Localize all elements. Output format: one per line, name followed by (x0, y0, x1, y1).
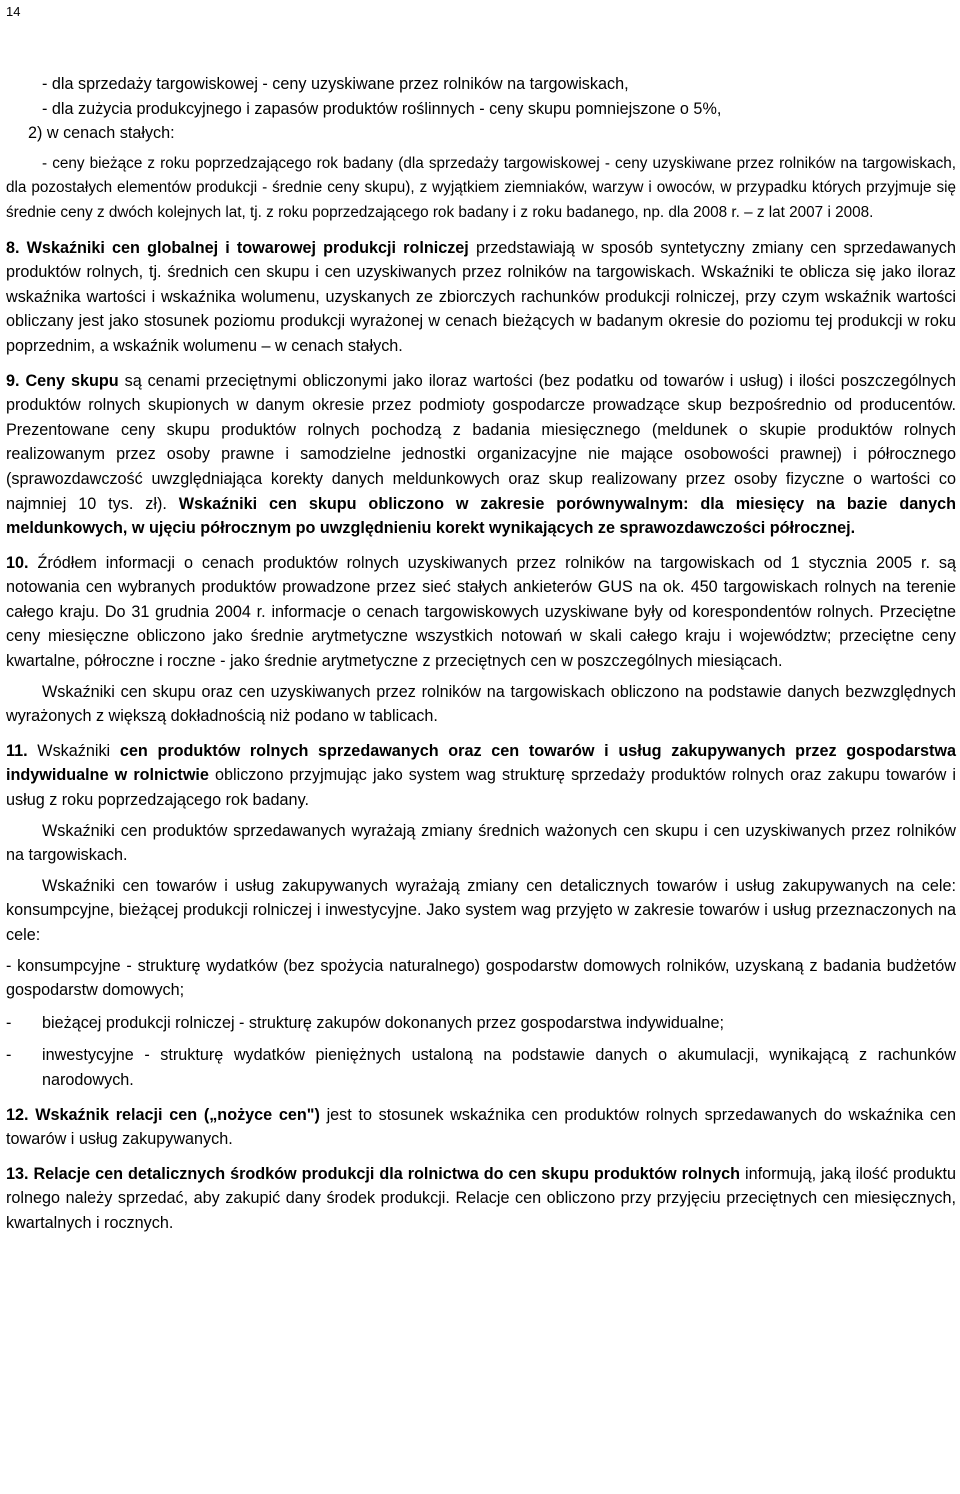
section-9-text: są cenami przeciętnymi obliczonymi jako iloraz wartości (bez podatku od towarów i usług) i ilości poszczególnych produktów rolnych skupionych w danym okresie przez podmioty gospodarcze prowadzące skup bezpośrednio od producentów. Prezentowane ceny skupu produktów rolnych pochodzą z badania miesięcznego (meldunek o skupie produktów rolnych realizowanym przez osoby prawne i samodzielne jednostki organizacyjne nie mające osobowości prawnej) i półrocznego (sprawozdawczość uwzględniająca korekty danych meldunkowych oraz skup realizowany przez osoby fizyczne o wartości co najmniej 10 tys. zł). (6, 371, 956, 513)
section-10 (6, 551, 956, 674)
section-11-item-consumption: - konsumpcyjne - strukturę wydatków (bez spożycia naturalnego) gospodarstw domowych rolników, uzyskaną z badania budżetów gospodarstw domowych; (6, 956, 956, 1000)
section-8 (6, 236, 956, 359)
section-11-text: obliczono przyjmując jako system wag strukturę sprzedaży produktów rolnych oraz zakupu towarów i usług z roku poprzedzającego rok badany. (6, 766, 956, 810)
section-11-item-investment (6, 1043, 956, 1092)
section-12 (6, 1103, 956, 1152)
section-12-text: jest to stosunek wskaźnika cen produktów rolnych sprzedawanych do wskaźnika cen towarów i usług zakupywanych. (6, 1105, 957, 1149)
section-11-item-production-text: bieżącej produkcji rolniczej - strukturę zakupów dokonanych przez gospodarstwa indywidualne; (42, 1013, 725, 1032)
section-10-text: Źródłem informacji o cenach produktów rolnych uzyskiwanych przez rolników na targowiskach od 1 stycznia 2005 r. są notowania cen wybranych produktów prowadzone przez sieć stałych ankieterów GUS na ok. 450 targowiskach rolnych na terenie całego kraju. Do 31 grudnia 2004 r. informacje o cenach targowiskowych uzyskiwane były od korespondentów rolnych. Przeciętne ceny miesięczne obliczono jako średnie arytmetyczne wszystkich notowań w skali całego kraju i województw; przeciętne ceny kwartalne, półroczne i roczne - jako średnie arytmetyczne z przeciętnych cen w poszczególnych miesiącach. (6, 553, 956, 671)
document-body (6, 72, 956, 1236)
section-11-pre: Wskaźniki (27, 741, 120, 760)
section-9-number: 9. (6, 371, 20, 390)
section-11-term: cen produktów rolnych sprzedawanych oraz cen towarów i usług zakupywanych przez gospodarstwa indywidualne w rolnictwie (6, 741, 956, 785)
section-11-paragraph-2: Wskaźniki cen produktów sprzedawanych wyrażają zmiany średnich ważonych cen skupu i cen uzyskiwanych przez rolników na targowiskach. (6, 821, 956, 865)
section-11-paragraph-3: Wskaźniki cen towarów i usług zakupywanych wyrażają zmiany cen detalicznych towarów i usług zakupywanych na cele: konsumpcyjne, bieżącej produkcji rolniczej i inwestycyjne. Jako system wag przyjęto w zakresie towarów i usług przeznaczonych na cele: (6, 876, 956, 944)
section-12-term: Wskaźnik relacji cen („nożyce cen") (35, 1105, 320, 1124)
section-8-text: przedstawiają w sposób syntetyczny zmiany cen sprzedawanych produktów rolnych, tj. średnich cen skupu i cen uzyskiwanych przez rolników na targowiskach. Wskaźniki te oblicza się jako iloraz wskaźnika wartości i wskaźnika wolumenu, uzyskanych ze zbiorczych rachunków produkcji rolniczej, przy czym wskaźnik wartości obliczany jest jako stosunek poziomu produkcji wyrażonej w cenach bieżących w badanym okresie do poziomu tej produkcji w roku poprzednim, a wskaźnik wolumenu – w cenach stałych. (6, 238, 956, 355)
paragraph-market-sales: - dla sprzedaży targowiskowej - ceny uzyskiwane przez rolników na targowiskach, (42, 75, 629, 93)
section-11-number: 11. (6, 741, 28, 760)
section-10-number: 10. (6, 553, 29, 572)
section-10-paragraph-2: Wskaźniki cen skupu oraz cen uzyskiwanych przez rolników na targowiskach obliczono na podstawie danych bezwzględnych wyrażonych z większą dokładnością niż podano w tablicach. (6, 682, 956, 726)
page-number: 14 (6, 4, 21, 19)
list-dash: - (6, 1046, 12, 1065)
paragraph-constant-prices: - ceny bieżące z roku poprzedzającego rok badany (dla sprzedaży targowiskowej - ceny uzyskiwane przez rolników na targowiskach, dla pozostałych elementów produkcji - średnie ceny skupu), z wyjątkiem ziemniaków, warzyw i owoców, w przypadku których przyjmuje się średnie ceny z dwóch kolejnych lat, tj. z roku poprzedzającego rok badany i z roku badanego, np. dla 2008 r. – z lat 2007 i 2008. (6, 154, 956, 221)
list-dash: - (6, 1013, 12, 1032)
section-13 (6, 1162, 956, 1236)
section-12-number: 12. (6, 1105, 29, 1124)
section-13-text: informują, jaką ilość produktu rolnego należy sprzedać, aby zakupić dany środek produkcji. Relacje cen obliczono przy przyjęciu przeciętnych cen miesięcznych, kwartalnych i rocznych. (6, 1164, 956, 1232)
section-11 (6, 739, 956, 813)
section-9-term: Ceny skupu (25, 371, 119, 390)
section-11-item-production (6, 1011, 956, 1036)
paragraph-constant-prices-heading: 2) w cenach stałych: (28, 124, 175, 143)
section-9 (6, 369, 956, 541)
section-13-term: Relacje cen detalicznych środków produkcji dla rolnictwa do cen skupu produktów rolnych (33, 1164, 741, 1183)
section-8-number: 8. (6, 238, 20, 257)
paragraph-production-use: - dla zużycia produkcyjnego i zapasów produktów roślinnych - ceny skupu pomniejszone o 5%, (42, 99, 722, 118)
section-11-item-investment-text: inwestycyjne - strukturę wydatków pieniężnych ustaloną na podstawie danych o akumulacji, wynikającą z rachunków narodowych. (42, 1046, 956, 1089)
section-9-bold-note: Wskaźniki cen skupu obliczono w zakresie porównywalnym: dla miesięcy na bazie danych meldunkowych, w ujęciu półrocznym po uwzględnieniu korekt wynikających ze sprawozdawczości półrocznej. (6, 494, 956, 538)
section-8-term: Wskaźniki cen globalnej i towarowej produkcji rolniczej (26, 238, 469, 257)
section-13-number: 13. (6, 1164, 29, 1183)
